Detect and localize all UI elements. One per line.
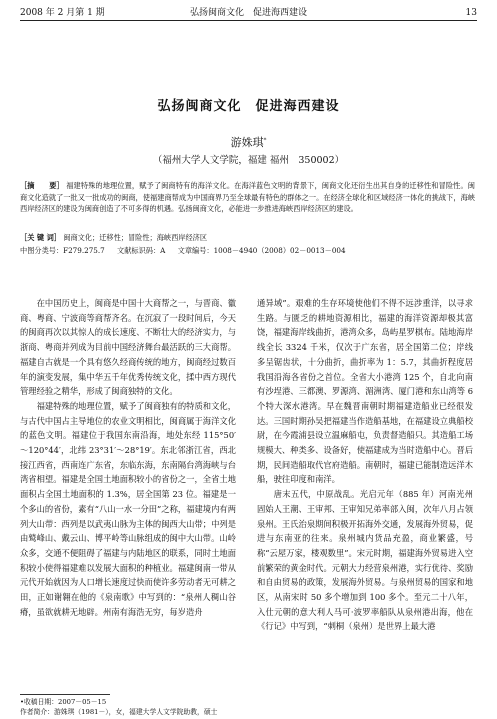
body-paragraph: 福建特殊的地理位置，赋予了闽商独有的特质和文化，与古代中国占主导地位的农业文明相比，闽商属于海洋文化的蓝色文明。福建位于我国东南沿海，地处东经 115°50′～120°44′，北纬 23°31′～28°19′。东北邻浙江省，西北接江西省，西南连广东省，东临东海，东南隔台湾海峡与台湾省相望。福建是全国土地面积较小的省份之一，全省土地面积占全国土地面积的 1.3%，居全国第 23 位。福建是一个多山的省份，素有“八山一水一分田”之称，福建境内有两列大山带：西列是以武夷山脉为主体的闽西大山带；中列是由鹫峰山、戴云山、博平岭等山脉组成的闽中大山带。山岭众多，交通不便阻碍了福建与内陆地区的联系，同时土地面积较小使得福建难以发展大面积的种植业。福建闽南一带从元代开始就因为人口增长速度过快而使许多劳动者无可耕之田，正如谢翱在他的《泉南歌》中写到的：“泉州人稠山谷瘠，虽欲就耕无地辟。州南有海浩无穷，每岁造舟	[20, 400, 236, 617]
article-title: 弘扬闽商文化 促进海西建设	[157, 99, 340, 114]
running-header	[20, 6, 477, 21]
footnote-divider	[20, 694, 110, 695]
body-paragraph: 唐末五代，中原战乱。光启元年（885 年）河南光州固始人王潮、王审邦、王审知兄弟率部入闽，次年八月占领泉州。王氏治泉期间积极开拓海外交通，发展海外贸易，促进与东南亚的往来。泉州城内货品充盈，商业繁盛，号称“云屋万家，楼观数里”。宋元时期，福建海外贸易进入空前繁荣的黄金时代。元朝大力经营泉州港，实行优待、奖励和自由贸易的政策，发展海外贸易。与泉州贸易的国家和地区，从南宋时 50 多个增加到 100 多个。至元二十八年，入仕元朝的意大利人马可·波罗率船队从泉州港出海，他在《行记》中写到，“刺桐（泉州）是世界上最大港	[257, 489, 473, 632]
author-affiliation: （福州大学人文学院，福建 福州 350002）	[152, 155, 345, 166]
body-column-right	[257, 296, 473, 634]
abstract	[20, 180, 475, 215]
classification-line	[20, 245, 475, 256]
body-column-left	[20, 296, 236, 619]
keywords-label: ［关 键 词］	[20, 233, 61, 242]
clc-number: 中图分类号：F279.275.7	[20, 246, 105, 255]
body-paragraph: 通异域”。艰难的生存环境使他们不得不远涉重洋，以寻求生路。与匮乏的耕地资源相比，福建的海洋资源却极其富饶，福建海岸线曲折，港湾众多，岛屿星罗棋布。陆地海岸线全长 3324 千米，仅次于广东省，居全国第二位；岸线多呈锯齿状，十分曲折，曲折率为 1：5.7，其曲折程度居我国沿海各省份之首位。全省大小港湾 125 个，自北向南有沙埕港、三都澳、罗源湾、湄洲湾、厦门港和东山湾等 6 个特大深水港湾。早在魏晋南朝时期福建造船业已经很发达。三国时期孙吴把福建当作造船基地，在福建设立典船校尉，在今霞浦县设立温麻船屯，负责督造船只。其造船工场规模大、种类多、设备好，使福建成为当时造船中心。晋后期，民间造船取代官府造船。南朝时，福建已能制造远洋木船，驶往印度和南洋。	[257, 298, 473, 485]
author-footnote-mark: *	[263, 137, 267, 144]
footnotes	[20, 697, 217, 717]
author-name: 游姝琪	[230, 136, 264, 149]
body-paragraph: 在中国历史上，闽商是中国十大商帮之一，与晋商、徽商、粤商、宁波商等商帮齐名。在沉寂了一段时间后，今天的闽商再次以其惊人的成长速度、不断壮大的经济实力，与浙商、粤商并列成为目前中国经济舞台最活跃的三大商帮。福建自古就是一个具有悠久经商传统的地方，闽商经过数百年的演变发展，集中华五千年优秀传统文化，揉中西方现代管理经验之精华，形成了闽商独特的文化。	[20, 298, 236, 397]
keywords-text: 闽商文化；迁移性；冒险性；海峡西岸经济区	[63, 233, 208, 242]
received-date: •收稿日期：2007－05－15	[20, 698, 107, 706]
running-title: 弘扬闽商文化 促进海西建设	[189, 8, 307, 18]
abstract-text: 福建特殊的地理位置，赋予了闽商特有的海洋文化。在海洋蓝色文明的背景下，闽商文化还衍生出其自身的迁移性和冒险性。闽商文化造就了一批又一批成功的闽商，使福建商帮成为中国商界乃至全球最有特色的群体之一。在经济全球化和区域经济一体化的挑战下，海峡西岸经济区的建设为闽商创造了不可多得的机遇。弘扬闽商文化，必能进一步推进海峡西岸经济区的建设。	[20, 181, 475, 213]
author-line	[0, 134, 497, 150]
article-number: 文章编号：1008－4940（2008）02－0013－004	[177, 246, 346, 255]
author-bio: 作者简介：游姝琪（1981－），女，福建大学人文学院助教，硕士	[20, 708, 218, 716]
page-number: 13	[465, 8, 477, 18]
abstract-label: ［摘 要］	[20, 181, 64, 190]
issue-date: 2008 年 2 月第 1 期	[20, 8, 105, 18]
keywords	[20, 232, 475, 243]
document-code: 文献标识码：A	[117, 246, 166, 255]
